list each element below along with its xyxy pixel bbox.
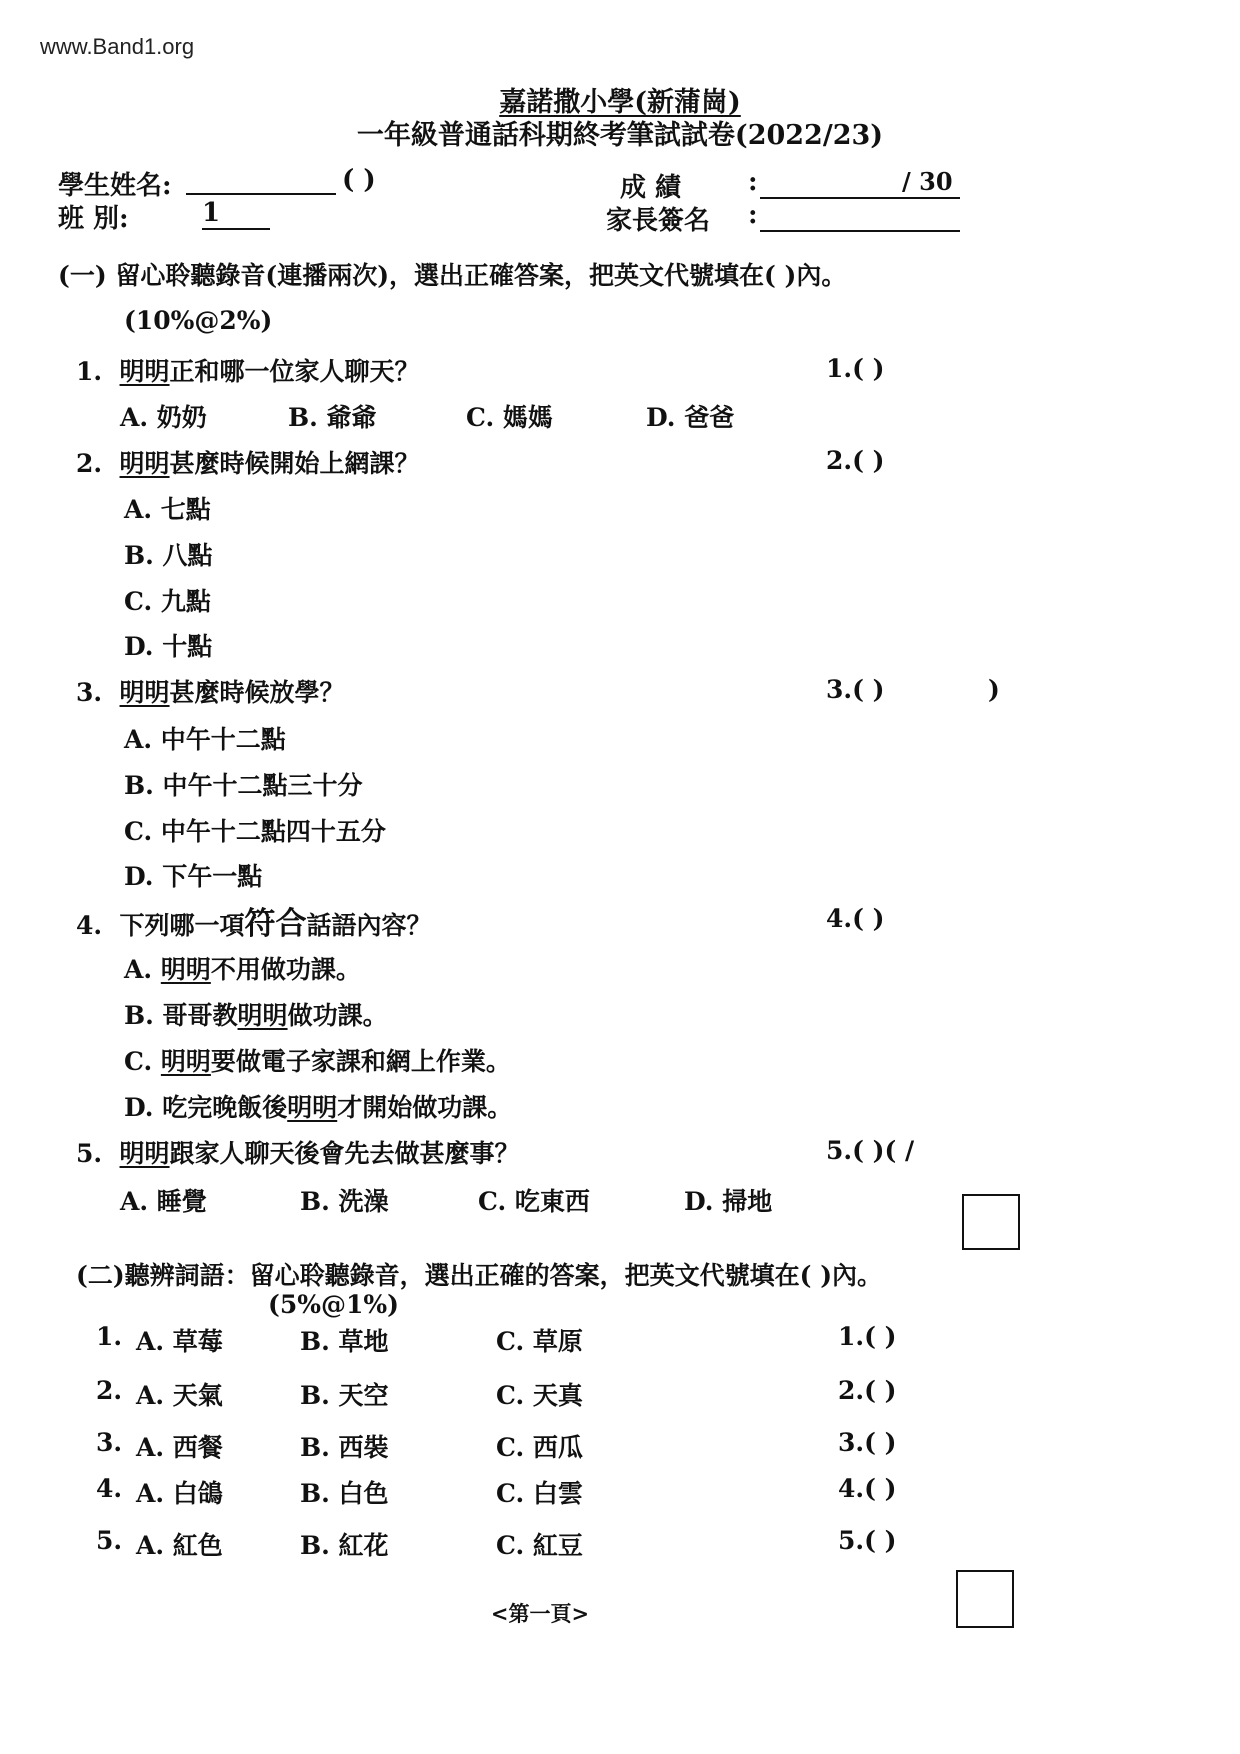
s2-row-5-num: 5. [96, 1526, 123, 1555]
s2-answer-blank-5[interactable]: 5.( ) [838, 1526, 897, 1555]
answer-blank-2[interactable]: 2.( ) [826, 446, 885, 475]
section1-score-box[interactable] [962, 1194, 1020, 1250]
answer-blank-3[interactable]: 3.( ) [826, 675, 885, 704]
q5-option-b: B. 洗澡 [300, 1187, 389, 1216]
q3-option-d: D. 下午一點 [124, 862, 263, 891]
score-label: 成 績 [620, 173, 682, 203]
parent-label: 家長簽名 [606, 206, 711, 236]
answer-blank-5[interactable]: 5.( )( / [826, 1136, 915, 1165]
score-total: / 30 [902, 167, 953, 196]
s2-row-5-b: B. 紅花 [300, 1531, 389, 1560]
class-value: 1 [202, 198, 270, 230]
class-label: 班 別: [58, 204, 129, 234]
q4-option-b: B. 哥哥教明明做功課。 [124, 1001, 388, 1030]
score-colon: : [748, 167, 758, 197]
s2-answer-blank-2[interactable]: 2.( ) [838, 1376, 897, 1405]
section2-instruction: (二)聽辨詞語：留心聆聽錄音，選出正確的答案，把英文代號填在( )內。 [76, 1261, 883, 1290]
q2-option-b: B. 八點 [124, 541, 213, 570]
s2-row-5-a: A. 紅色 [136, 1531, 223, 1560]
s2-row-2-b: B. 天空 [300, 1381, 389, 1410]
q4-option-a: A. 明明不用做功課。 [124, 955, 361, 984]
class-number-paren: ( ) [342, 165, 376, 195]
s2-row-2-num: 2. [96, 1376, 123, 1405]
q5-option-a: A. 睡覺 [120, 1187, 207, 1216]
parent-colon: : [748, 200, 758, 230]
s2-row-4-a: A. 白鴿 [136, 1479, 223, 1508]
q1-option-b: B. 爺爺 [288, 403, 377, 432]
q2-option-c: C. 九點 [124, 587, 211, 616]
s2-row-2-a: A. 天氣 [136, 1381, 223, 1410]
answer-blank-1[interactable]: 1.( ) [826, 354, 885, 383]
section1-marks: (10%@2%) [124, 306, 273, 335]
q1-option-a: A. 奶奶 [120, 403, 207, 432]
s2-row-1-a: A. 草莓 [136, 1327, 223, 1356]
s2-row-4-num: 4. [96, 1474, 123, 1503]
s2-row-4-c: C. 白雲 [496, 1479, 583, 1508]
s2-row-1-b: B. 草地 [300, 1327, 389, 1356]
s2-row-1-c: C. 草原 [496, 1327, 583, 1356]
q2-option-a: A. 七點 [124, 495, 211, 524]
q3-option-c: C. 中午十二點四十五分 [124, 817, 386, 846]
answer-blank-4[interactable]: 4.( ) [826, 904, 885, 933]
q1-option-c: C. 媽媽 [466, 403, 553, 432]
question-5: 5. 明明跟家人聊天後會先去做甚麼事？ [76, 1139, 520, 1168]
question-3: 3. 明明甚麼時候放學？ [76, 678, 345, 707]
s2-answer-blank-3[interactable]: 3.( ) [838, 1428, 897, 1457]
question-1: 1. 明明正和哪一位家人聊天？ [76, 357, 420, 386]
q3-option-a: A. 中午十二點 [124, 725, 286, 754]
s2-row-3-a: A. 西餐 [136, 1433, 223, 1462]
q5-option-c: C. 吃東西 [478, 1187, 590, 1216]
exam-title: 一年級普通話科期終考筆試試卷(2022/23) [356, 120, 884, 151]
q5-option-d: D. 掃地 [684, 1187, 773, 1216]
site-watermark: www.Band1.org [40, 34, 195, 59]
q4-option-c: C. 明明要做電子家課和網上作業。 [124, 1047, 511, 1076]
question-2: 2. 明明甚麼時候開始上網課？ [76, 449, 420, 478]
name-line[interactable] [186, 165, 336, 193]
s2-row-5-c: C. 紅豆 [496, 1531, 583, 1560]
parent-signature-line[interactable] [760, 200, 960, 232]
section1-instruction: (一) 留心聆聽錄音(連播兩次)，選出正確答案，把英文代號填在( )內。 [58, 261, 847, 290]
q1-option-d: D. 爸爸 [646, 403, 735, 432]
q2-option-d: D. 十點 [124, 632, 213, 661]
s2-row-3-num: 3. [96, 1428, 123, 1457]
page-number: <第一頁> [490, 1601, 590, 1626]
s2-row-2-c: C. 天真 [496, 1381, 583, 1410]
question-4: 4. 下列哪一項符合話語內容？ [76, 906, 432, 942]
q3-option-b: B. 中午十二點三十分 [124, 771, 363, 800]
s2-row-3-b: B. 西裝 [300, 1433, 389, 1462]
s2-row-4-b: B. 白色 [300, 1479, 389, 1508]
name-label: 學生姓名: [58, 171, 172, 201]
s2-answer-blank-1[interactable]: 1.( ) [838, 1322, 897, 1351]
q3-extra-mark: ) [988, 675, 1000, 704]
section2-marks: (5%@1%) [268, 1290, 399, 1319]
s2-answer-blank-4[interactable]: 4.( ) [838, 1474, 897, 1503]
school-title: 嘉諾撒小學(新蒲崗) [499, 87, 741, 118]
s2-row-1-num: 1. [96, 1322, 123, 1351]
q4-option-d: D. 吃完晚飯後明明才開始做功課。 [124, 1093, 513, 1122]
s2-row-3-c: C. 西瓜 [496, 1433, 583, 1462]
